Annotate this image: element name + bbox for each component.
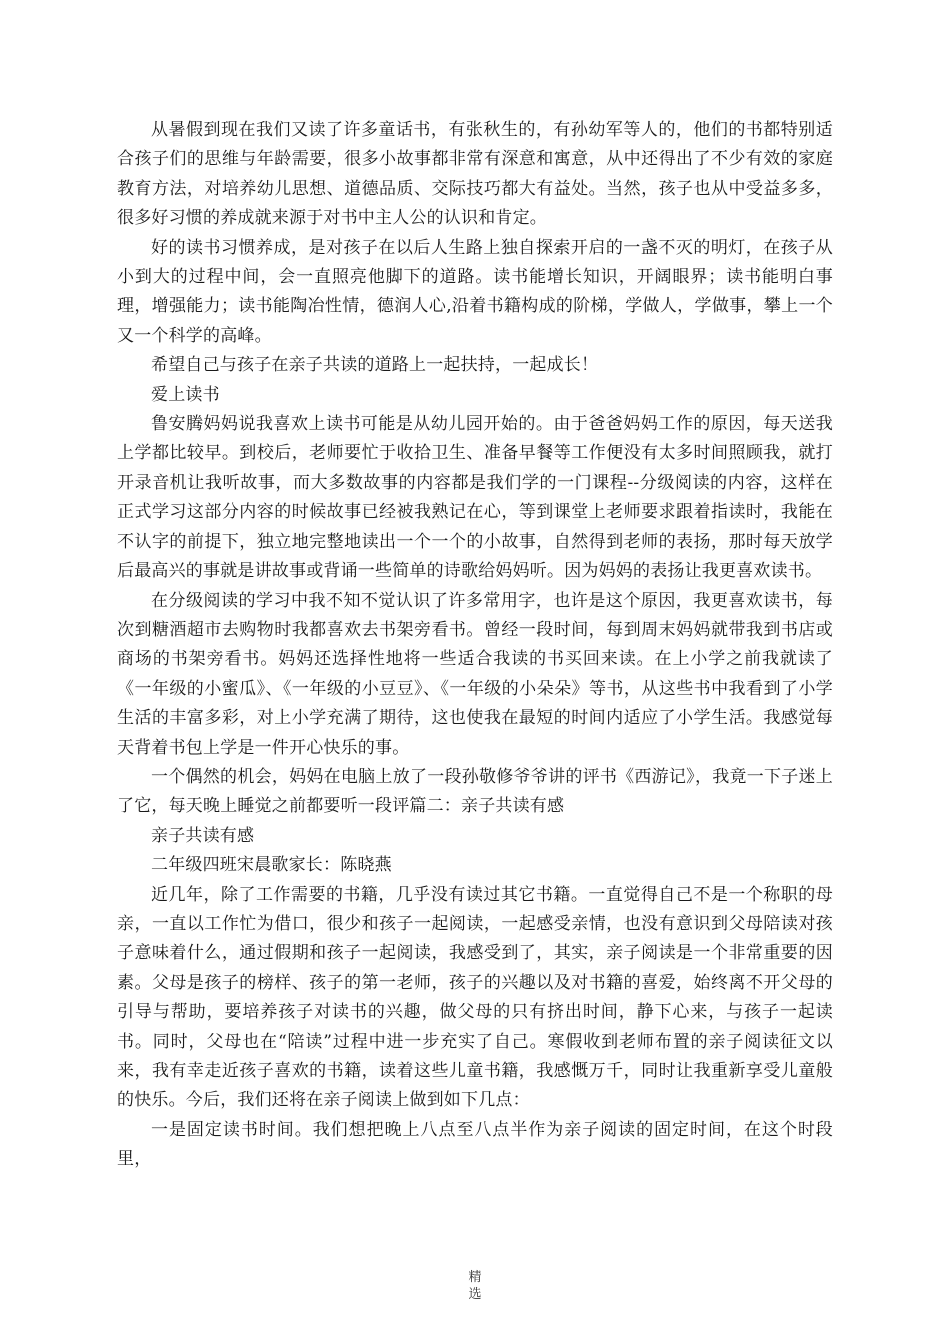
page-footer [0, 1269, 950, 1303]
paragraph-fixed-time: 一是固定读书时间。我们想把晚上八点至八点半作为亲子阅读的固定时间，在这个时段里， [117, 1119, 833, 1170]
footer-char-2: 选 [468, 1287, 482, 1302]
paragraph-reading-habits: 好的读书习惯养成，是对孩子在以后人生路上独自探索开启的一盏不灭的明灯，在孩子从小到大的过程中间，会一直照亮他脚下的道路。读书能增长知识，开阔眼界；读书能明白事理，增强能力；读书能陶冶性情，德润人心,沿着书籍构成的阶梯，学做人，学做事，攀上一个又一个科学的高峰。 [117, 237, 833, 346]
document-body [117, 116, 833, 1175]
paragraph-recent-years: 近几年，除了工作需要的书籍，几乎没有读过其它书籍。一直觉得自己不是一个称职的母亲，一直以工作忙为借口，很少和孩子一起阅读，一起感受亲情，也没有意识到父母陪读对孩子意味着什么，通过假期和孩子一起阅读，我感受到了，其实，亲子阅读是一个非常重要的因素。父母是孩子的榜样、孩子的第一老师，孩子的兴趣以及对书籍的喜爱，始终离不开父母的引导与帮助，要培养孩子对读书的兴趣，做父母的只有挤出时间，静下心来，与孩子一起读书。同时，父母也在“陪读”过程中进一步充实了自己。寒假收到老师布置的亲子阅读征文以来，我有幸走近孩子喜欢的书籍，读着这些儿童书籍，我感慨万千，同时让我重新享受儿童般的快乐。今后，我们还将在亲子阅读上做到如下几点： [117, 884, 833, 1111]
paragraph-graded-reading: 在分级阅读的学习中我不知不觉认识了许多常用字，也许是这个原因，我更喜欢读书，每次到糖酒超市去购物时我都喜欢去书架旁看书。曾经一段时间，每到周末妈妈就带我到书店或商场的书架旁看书。妈妈还选择性地将一些适合我读的书买回来读。在上小学之前我就读了《一年级的小蜜瓜》、《一年级的小豆豆》、《一年级的小朵朵》等书，从这些书中我看到了小学生活的丰富多彩，对上小学充满了期待，这也使我在最短的时间内适应了小学生活。我感觉每天背着书包上学是一件开心快乐的事。 [117, 590, 833, 758]
footer-char-1: 精 [468, 1270, 482, 1285]
paragraph-kindergarten: 鲁安腾妈妈说我喜欢上读书可能是从幼儿园开始的。由于爸爸妈妈工作的原因，每天送我上学都比较早。到校后，老师要忙于收拾卫生、准备早餐等工作便没有太多时间照顾我，就打开录音机让我听故事，而大多数故事的内容都是我们学的一门课程--分级阅读的内容，这样在正式学习这部分内容的时候故事已经被我熟记在心，等到课堂上老师要求跟着指读时，我能在不认字的前提下，独立地完整地读出一个一个的小故事，自然得到老师的表扬，那时每天放学后最高兴的事就是讲故事或背诵一些简单的诗歌给妈妈听。因为妈妈的表扬让我更喜欢读书。 [117, 414, 833, 582]
paragraph-fairy-tales: 从暑假到现在我们又读了许多童话书，有张秋生的，有孙幼军等人的，他们的书都特别适合孩子们的思维与年龄需要，很多小故事都非常有深意和寓意，从中还得出了不少有效的家庭教育方法，对培养幼儿思想、道德品质、交际技巧都大有益处。当然，孩子也从中受益多多，很多好习惯的养成就来源于对书中主人公的认识和肯定。 [117, 120, 833, 229]
section-heading-parent-child: 亲子共读有感 [151, 825, 255, 846]
author-line: 二年级四班宋晨歌家长：陈晓燕 [151, 855, 392, 876]
paragraph-journey-west: 一个偶然的机会，妈妈在电脑上放了一段孙敬修爷爷讲的评书《西游记》，我竟一下子迷上了它，每天晚上睡觉之前都要听一段评篇二：亲子共读有感 [117, 766, 833, 817]
paragraph-hope: 希望自己与孩子在亲子共读的道路上一起扶持，一起成长！ [151, 355, 599, 376]
section-heading-love-reading: 爱上读书 [151, 384, 220, 405]
